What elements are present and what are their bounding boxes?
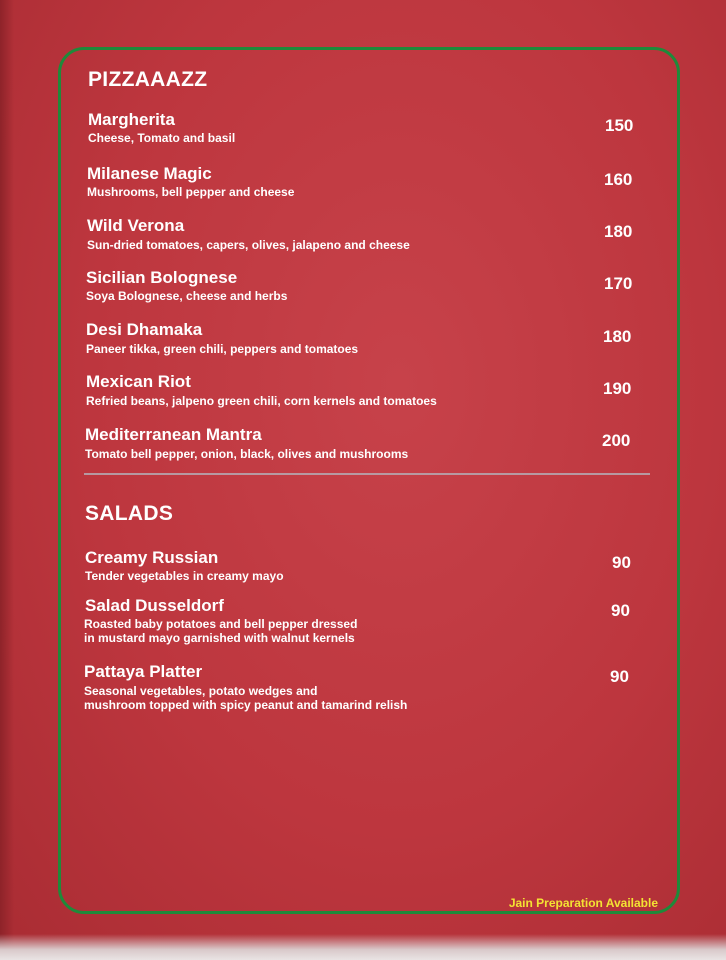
item-description: Mushrooms, bell pepper and cheese — [87, 185, 295, 199]
item-name: Desi Dhamaka — [86, 320, 203, 339]
item-description: Tomato bell pepper, onion, black, olives and mushrooms — [85, 447, 409, 461]
item-description: Cheese, Tomato and basil — [88, 131, 236, 145]
item-price: 90 — [611, 601, 630, 620]
item-price: 90 — [610, 667, 629, 686]
item-name: Sicilian Bolognese — [86, 268, 238, 287]
item-price: 180 — [604, 222, 633, 241]
item-description: Refried beans, jalpeno green chili, corn kernels and tomatoes — [86, 394, 437, 408]
item-name: Mediterranean Mantra — [85, 425, 262, 444]
section-title-salads: SALADS — [85, 502, 174, 525]
item-description-line-2: in mustard mayo garnished with walnut kernels — [84, 631, 355, 645]
item-description: Seasonal vegetables, potato wedges and — [84, 684, 318, 698]
item-name: Wild Verona — [87, 216, 185, 235]
item-description: Sun-dried tomatoes, capers, olives, jalapeno and cheese — [87, 238, 410, 252]
item-price: 180 — [603, 327, 632, 346]
item-name: Pattaya Platter — [84, 662, 203, 681]
item-price: 190 — [603, 379, 632, 398]
item-name: Mexican Riot — [86, 372, 191, 391]
item-description: Tender vegetables in creamy mayo — [85, 569, 284, 583]
item-price: 90 — [612, 553, 631, 572]
item-description: Soya Bolognese, cheese and herbs — [86, 289, 288, 303]
page-edge-bottom — [0, 934, 726, 960]
item-name: Milanese Magic — [87, 164, 212, 183]
item-description-line-2: mushroom topped with spicy peanut and tamarind relish — [84, 698, 408, 712]
section-divider — [84, 473, 650, 475]
page-shadow-left — [0, 0, 14, 960]
item-description: Roasted baby potatoes and bell pepper dressed — [84, 617, 358, 631]
item-name: Salad Dusseldorf — [85, 596, 224, 615]
item-price: 170 — [604, 274, 633, 293]
jain-preparation-note: Jain Preparation Available — [508, 896, 658, 910]
item-price: 160 — [604, 170, 633, 189]
item-price: 200 — [602, 431, 631, 450]
item-description: Paneer tikka, green chili, peppers and tomatoes — [86, 342, 359, 356]
item-name: Margherita — [88, 110, 175, 129]
item-price: 150 — [605, 116, 634, 135]
item-name: Creamy Russian — [85, 548, 219, 567]
section-title-pizza: PIZZAAAZZ — [88, 68, 208, 91]
